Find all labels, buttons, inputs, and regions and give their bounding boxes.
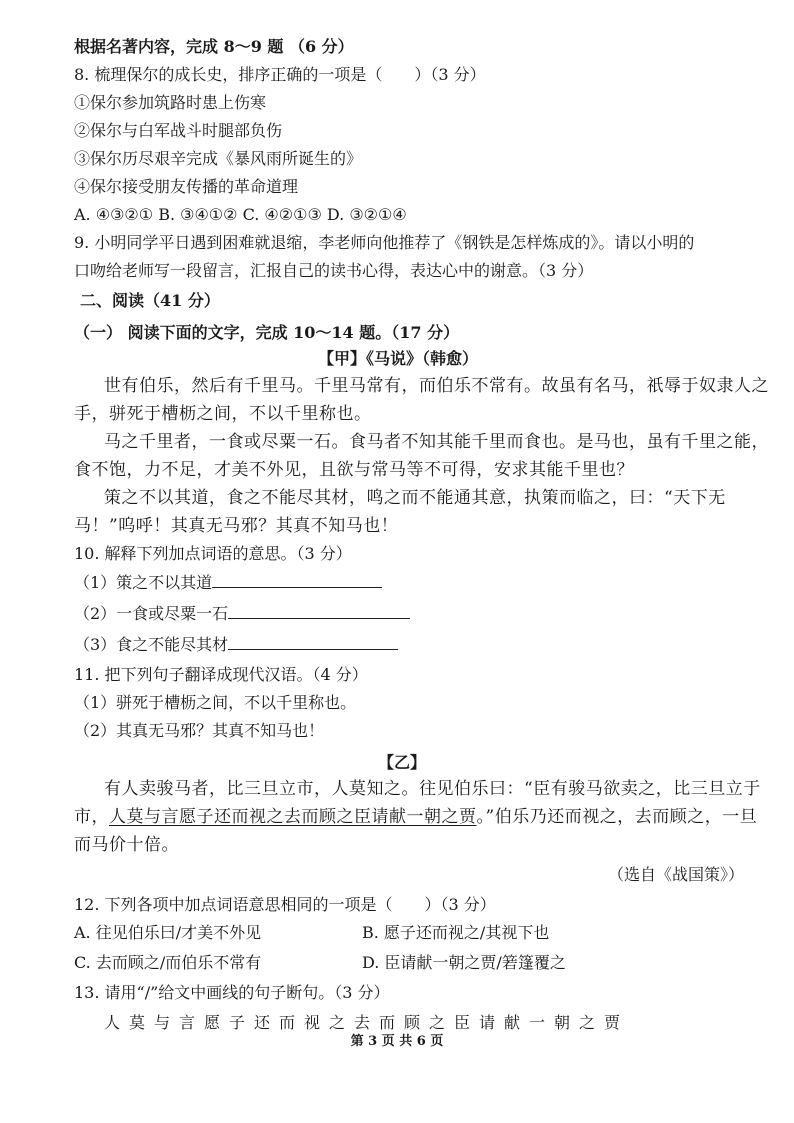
- yi-line2-post: 。”伯乐乃还而视之，去而顾之，一旦: [476, 807, 758, 827]
- classical-text-line: 马！”呜呼！其真无马邪？其真不知马也！: [74, 516, 399, 536]
- classical-text-line: 食不饱，力不足，才美不外见，且欲与常马等不可得，安求其能千里也？: [74, 460, 634, 480]
- classical-text-line: [74, 806, 757, 828]
- q10-item-text: （3）食之不能尽其材: [74, 635, 229, 654]
- q8-item: ①保尔参加筑路时患上伤寒: [74, 93, 267, 112]
- q8-item: ③保尔历尽艰辛完成《暴风雨所诞生的》: [74, 149, 363, 168]
- classical-text-line: 策之不以其道，食之不能尽其材，鸣之而不能通其意，执策而临之，曰：“天下无: [104, 488, 726, 508]
- yi-title: 【乙】: [378, 753, 427, 772]
- q10-item-text: （2）一食或尽粟一石: [74, 604, 229, 623]
- section-intro: 根据名著内容，完成 8～9 题 （6 分）: [74, 37, 354, 56]
- q13-stem: 13. 请用“/”给文中画线的句子断句。（3 分）: [74, 983, 390, 1002]
- answer-blank[interactable]: [212, 571, 382, 588]
- q9-line1: 9. 小明同学平日遇到困难就退缩，李老师向他推荐了《钢铁是怎样炼成的》。请以小明的: [74, 233, 695, 252]
- classical-text-line: 马之千里者，一食或尽粟一石。食马者不知其能千里而食也。是马也，虽有千里之能，: [104, 432, 769, 452]
- q10-stem: 10. 解释下列加点词语的意思。（3 分）: [74, 544, 352, 563]
- q12-option-d: D. 臣请献一朝之贾/箬篷覆之: [362, 953, 566, 972]
- underlined-sentence: 人莫与言愿子还而视之去而顾之臣请献一朝之贾: [109, 807, 477, 827]
- part2-title: 二、阅读（41 分）: [80, 291, 220, 310]
- q11-stem: 11. 把下列句子翻译成现代汉语。（4 分）: [74, 665, 368, 684]
- q12-stem: 12. 下列各项中加点词语意思相同的一项是（ ）（3 分）: [74, 895, 496, 914]
- q8-item: ④保尔接受朋友传播的革命道理: [74, 177, 299, 196]
- answer-blank[interactable]: [228, 633, 398, 650]
- classical-text-line: 有人卖骏马者，比三旦立市，人莫知之。往见伯乐曰：“臣有骏马欲卖之，比三旦立于: [104, 779, 761, 799]
- classical-text-line: 而马价十倍。: [74, 835, 179, 855]
- classical-text-line: 世有伯乐，然后有千里马。千里马常有，而伯乐不常有。故虽有名马，祇辱于奴隶人之: [104, 376, 769, 396]
- answer-blank[interactable]: [228, 602, 410, 619]
- q12-option-c: C. 去而顾之/而伯乐不常有: [74, 953, 262, 972]
- q9-line2: 口吻给老师写一段留言，汇报自己的读书心得，表达心中的谢意。（3 分）: [74, 261, 594, 280]
- q12-option-b: B. 愿子还而视之/其视下也: [362, 923, 550, 942]
- jia-title: 【甲】《马说》（韩愈）: [318, 349, 479, 368]
- q10-item-text: （1）策之不以其道: [74, 573, 213, 592]
- q8-options: A. ④③②① B. ③④①② C. ④②①③ D. ③②①④: [74, 205, 407, 224]
- q10-item-1: [74, 571, 382, 594]
- q8-stem: 8. 梳理保尔的成长史，排序正确的一项是（ ）（3 分）: [74, 65, 486, 84]
- q10-item-3: [74, 633, 398, 656]
- page-footer: 第 3 页 共 6 页: [350, 1034, 444, 1049]
- q10-item-2: [74, 602, 410, 625]
- q13-sentence: 人莫与言愿子还而视之去而顾之臣请献一朝之贾: [104, 1013, 630, 1032]
- classical-text-line: 手，骈死于槽枥之间，不以千里称也。: [74, 404, 372, 424]
- q12-option-a: A. 往见伯乐曰/才美不外见: [74, 923, 262, 942]
- sub1-title: （一） 阅读下面的文字，完成 10～14 题。（17 分）: [74, 323, 460, 342]
- q8-item: ②保尔与白军战斗时腿部负伤: [74, 121, 283, 140]
- q11-item: （1）骈死于槽枥之间，不以千里称也。: [74, 693, 357, 712]
- q11-item: （2）其真无马邪？其真不知马也！: [74, 721, 325, 740]
- yi-line2-pre: 市，: [74, 807, 109, 827]
- source-citation: （选自《战国策》）: [608, 865, 745, 884]
